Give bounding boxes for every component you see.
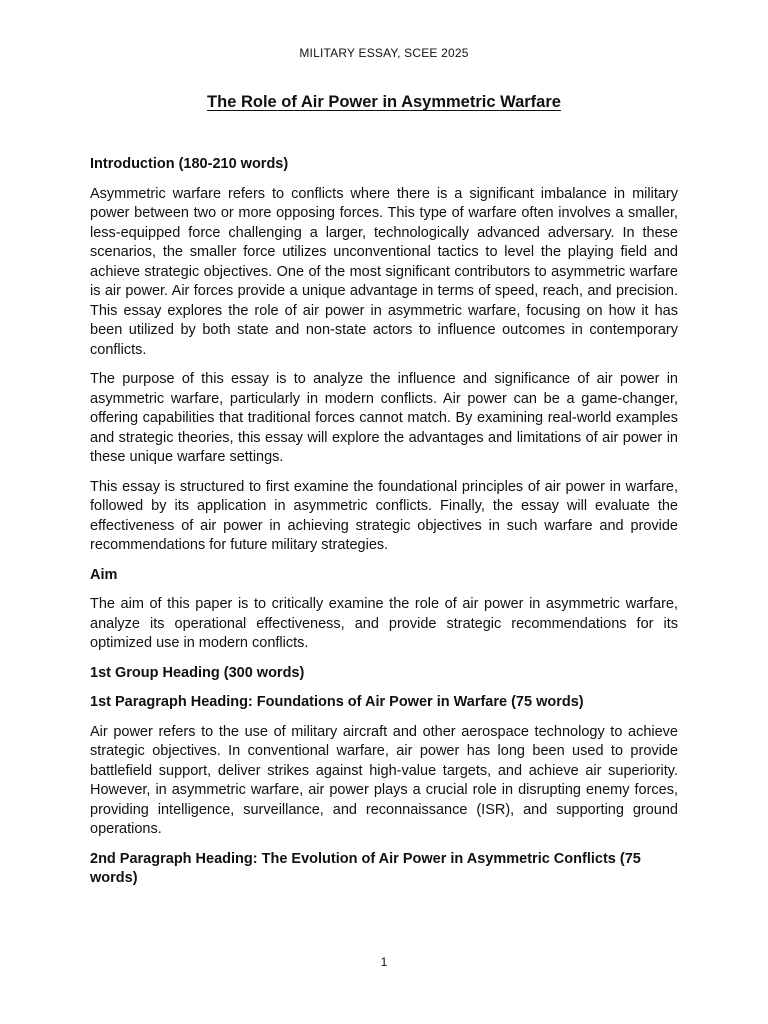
document-body (90, 155, 678, 899)
introduction-paragraph-1: Asymmetric warfare refers to conflicts where there is a significant imbalance in military power between two or more opposing forces. This type of warfare often involves a smaller, less-equipped force challenging a larger, technologically advanced adversary. In these scenarios, the smaller force utilizes unconventional tactics to level the playing field and achieve strategic objectives. One of the most significant contributors to asymmetric warfare is air power. Air forces provide a unique advantage in terms of speed, reach, and precision. This essay explores the role of air power in asymmetric warfare, focusing on how it has been utilized by both state and non-state actors to influence outcomes in contemporary conflicts. (90, 185, 678, 358)
paragraph-2-heading: 2nd Paragraph Heading: The Evolution of Air Power in Asymmetric Conflicts (75 words) (90, 850, 641, 886)
document-title: The Role of Air Power in Asymmetric Warfare (207, 93, 561, 111)
introduction-heading: Introduction (180-210 words) (90, 156, 289, 172)
paragraph-1-heading: 1st Paragraph Heading: Foundations of Air Power in Warfare (75 words) (90, 694, 584, 710)
introduction-paragraph-3: This essay is structured to first examine the foundational principles of air power in warfare, followed by its application in asymmetric conflicts. Finally, the essay will evaluate the effectiveness of air power in achieving strategic objectives in such warfare and provide recommendations for future military strategies. (90, 478, 678, 553)
group-1-heading: 1st Group Heading (300 words) (90, 664, 305, 681)
aim-heading: Aim (90, 566, 118, 583)
introduction-paragraph-2: The purpose of this essay is to analyze the influence and significance of air power in asymmetric warfare, particularly in modern conflicts. Air power can be a game-changer, offering capabilities that traditional forces cannot match. By examining real-world examples and strategic theories, this essay will explore the advantages and limitations of air power in these unique warfare settings. (90, 371, 678, 465)
paragraph-1-text: Air power refers to the use of military aircraft and other aerospace technology to achieve strategic objectives. In conventional warfare, air power has long been used to provide battlefield support, deliver strikes against high-value targets, and achieve air superiority. However, in asymmetric warfare, air power plays a crucial role in disrupting enemy forces, providing intelligence, surveillance, and reconnaissance (ISR), and supporting ground operations. (90, 723, 678, 837)
running-header: MILITARY ESSAY, SCEE 2025 (299, 46, 469, 60)
page-number: 1 (380, 955, 388, 969)
aim-paragraph: The aim of this paper is to critically examine the role of air power in asymmetric warfare, analyze its operational effectiveness, and provide strategic recommendations for its optimized use in modern conflicts. (90, 596, 678, 651)
